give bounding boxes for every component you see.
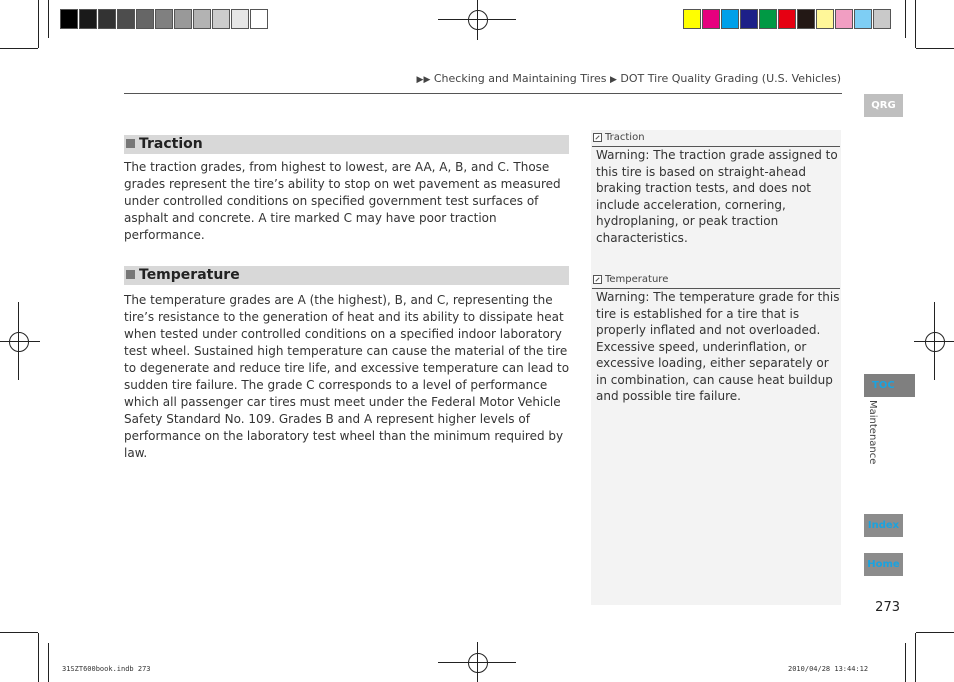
- crop-mark: [0, 48, 38, 49]
- breadcrumb-section-link[interactable]: Checking and Maintaining Tires: [433, 72, 607, 85]
- registration-mark-left: [9, 332, 29, 352]
- registration-line: [0, 341, 40, 342]
- registration-line: [477, 642, 478, 682]
- registration-mark-top: [468, 10, 488, 30]
- color-swatch: [174, 9, 192, 29]
- color-swatch: [835, 9, 853, 29]
- note-icon: [593, 133, 602, 142]
- traction-body: The traction grades, from highest to lowest, are AA, A, B, and C. Those grades represent the tire’s ability to stop on wet pavement as measured under controlled conditions on specified government test surfaces of asphalt and concrete. A tire marked C may have poor traction performance.: [124, 160, 561, 242]
- qrg-tab[interactable]: QRG: [864, 94, 903, 117]
- registration-mark-right: [925, 332, 945, 352]
- color-swatch: [816, 9, 834, 29]
- index-tab[interactable]: Index: [864, 514, 903, 537]
- color-swatch: [98, 9, 116, 29]
- temperature-heading: [124, 266, 569, 285]
- color-swatch: [873, 9, 891, 29]
- color-swatch: [702, 9, 720, 29]
- breadcrumb-arrow-icon: ▶: [609, 75, 617, 85]
- crop-mark: [916, 632, 954, 633]
- side-temperature-warning: Warning: The temperature grade for this tire is established for a tire that is properly inflated and not overloaded. Excessive speed, underinflation, or excessive loading, either separately or in combination, can cause heat buildup and possible tire failure.: [596, 290, 840, 403]
- crop-mark: [0, 632, 38, 633]
- color-swatch: [797, 9, 815, 29]
- crop-mark: [905, 643, 906, 682]
- crop-mark: [916, 48, 954, 49]
- crop-mark: [48, 0, 49, 38]
- color-swatch: [854, 9, 872, 29]
- toc-tab[interactable]: TOC: [864, 374, 915, 397]
- page-number: 273: [875, 600, 900, 615]
- section-label-maintenance: Maintenance: [867, 400, 878, 465]
- color-swatch: [778, 9, 796, 29]
- note-icon: [593, 275, 602, 284]
- breadcrumb-arrow-icon: ▶▶: [416, 75, 431, 85]
- registration-mark-bottom: [468, 653, 488, 673]
- square-bullet-icon: [126, 139, 135, 148]
- color-swatch: [721, 9, 739, 29]
- traction-heading: [124, 135, 569, 154]
- side-traction-title: [592, 131, 840, 147]
- breadcrumb: [300, 72, 841, 85]
- side-temperature-title-text: Temperature: [605, 274, 669, 285]
- color-swatch: [740, 9, 758, 29]
- color-swatch: [250, 9, 268, 29]
- crop-mark: [38, 633, 39, 682]
- color-swatch: [117, 9, 135, 29]
- crop-mark: [915, 633, 916, 682]
- color-swatch: [193, 9, 211, 29]
- color-swatch: [683, 9, 701, 29]
- color-swatch: [212, 9, 230, 29]
- crop-mark: [905, 0, 906, 38]
- color-swatch: [231, 9, 249, 29]
- home-tab[interactable]: Home: [864, 553, 903, 576]
- breadcrumb-page: DOT Tire Quality Grading (U.S. Vehicles): [620, 72, 841, 85]
- color-swatch: [60, 9, 78, 29]
- side-traction-warning: Warning: The traction grade assigned to this tire is based on straight-ahead braking traction tests, and does not include acceleration, cornering, hydroplaning, or peak traction characteristics.: [596, 148, 838, 245]
- color-swatch: [79, 9, 97, 29]
- color-swatch: [155, 9, 173, 29]
- registration-line: [18, 302, 19, 380]
- side-traction-title-text: Traction: [605, 132, 645, 143]
- color-swatch: [136, 9, 154, 29]
- footer-timestamp: 2010/04/28 13:44:12: [788, 665, 869, 673]
- footer-file-name: 31SZT600book.indb 273: [62, 665, 151, 673]
- temperature-heading-text: Temperature: [139, 267, 240, 283]
- header-rule: [124, 93, 842, 94]
- crop-mark: [48, 643, 49, 682]
- color-swatch: [759, 9, 777, 29]
- crop-mark: [915, 0, 916, 48]
- registration-line: [477, 0, 478, 40]
- temperature-body: The temperature grades are A (the highest), B, and C, representing the tire’s resistance to the generation of heat and its ability to dissipate heat when tested under controlled conditions on a specified indoor laboratory test wheel. Sustained high temperature can cause the material of the tire to degenerate and reduce tire life, and excessive temperature can lead to sudden tire failure. The grade C corresponds to a level of performance which all passenger car tires must meet under the Federal Motor Vehicle Safety Standard No. 109. Grades B and A represent higher levels of performance on the laboratory test wheel than the minimum required by law.: [124, 293, 570, 460]
- traction-heading-text: Traction: [139, 136, 203, 152]
- crop-mark: [38, 0, 39, 48]
- registration-line: [934, 302, 935, 380]
- square-bullet-icon: [126, 270, 135, 279]
- side-temperature-title: [592, 273, 840, 289]
